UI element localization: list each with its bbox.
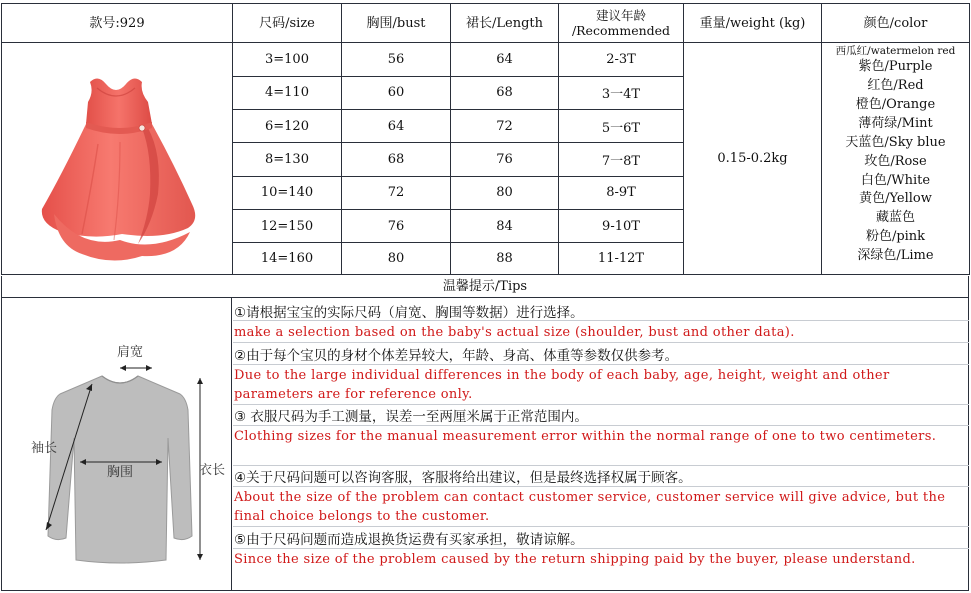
color-list (822, 43, 970, 275)
header-length: 裙长/Length (451, 4, 559, 43)
cell-length: 76 (451, 143, 559, 176)
cell-age: 11-12T (559, 243, 684, 275)
cell-age: 3一4T (559, 76, 684, 109)
tip-1-cn: ①请根据宝宝的实际尺码（肩宽、胸围等数据）进行选择。 (234, 305, 584, 321)
dress-photo-cell (2, 43, 233, 275)
cell-size: 4=110 (233, 76, 342, 109)
cell-length: 84 (451, 210, 559, 243)
cell-length: 80 (451, 176, 559, 209)
size-table (1, 3, 970, 275)
cell-size: 8=130 (233, 143, 342, 176)
color-item: 粉色/pink (865, 229, 926, 245)
header-color: 颜色/color (822, 4, 970, 43)
length-label: 衣长 (198, 463, 226, 478)
tip-4-cn: ④关于尺码问题可以咨询客服，客服将给出建议，但是最终选择权属于顾客。 (234, 470, 692, 486)
table-row (2, 43, 970, 76)
cell-bust: 60 (342, 76, 451, 109)
tip-5-en: Since the size of the problem caused by the return shipping paid by the buyer, please understand. (234, 552, 916, 567)
table-header-row (2, 4, 970, 43)
cell-size: 6=120 (233, 109, 342, 142)
tips-box (1, 297, 969, 591)
tip-5-cn: ⑤由于尺码问题而造成退换货运费有买家承担，敬请谅解。 (234, 532, 584, 548)
color-item: 紫色/Purple (858, 59, 933, 75)
color-item: 薄荷绿/Mint (858, 115, 933, 131)
color-item: 深绿色/Lime (857, 248, 934, 264)
header-style-number: 款号:929 (2, 4, 233, 43)
color-item: 玫色/Rose (864, 153, 927, 169)
measurement-diagram (2, 298, 231, 590)
color-item: 黄色/Yellow (859, 191, 932, 207)
cell-bust: 72 (342, 176, 451, 209)
chest-label: 胸围 (106, 465, 134, 480)
color-item: 橙色/Orange (855, 96, 936, 112)
cell-age: 7一8T (559, 143, 684, 176)
header-recommended-age (559, 4, 684, 43)
cell-bust: 64 (342, 109, 451, 142)
tip-divider (233, 364, 969, 365)
header-weight: 重量/weight (kg) (684, 4, 822, 43)
tip-4-en: About the size of the problem can contact customer service, customer service will give advice, but the final choice belongs to the customer. (234, 490, 946, 524)
dress-image (2, 44, 231, 274)
header-age-line1: 建议年龄 (595, 8, 646, 24)
tip-divider (233, 486, 969, 487)
sleeve-label: 袖长 (30, 441, 58, 456)
cell-size: 3=100 (233, 43, 342, 76)
cell-length: 72 (451, 109, 559, 142)
tip-divider (233, 526, 969, 527)
cell-bust: 68 (342, 143, 451, 176)
cell-bust: 76 (342, 210, 451, 243)
cell-size: 14=160 (233, 243, 342, 275)
color-item: 天蓝色/Sky blue (845, 134, 946, 150)
cell-length: 88 (451, 243, 559, 275)
tip-3-en: Clothing sizes for the manual measurement error within the normal range of one to two centimeters. (234, 429, 937, 444)
cell-bust: 56 (342, 43, 451, 76)
tips-title: 温馨提示/Tips (1, 276, 969, 297)
cell-bust: 80 (342, 243, 451, 275)
weight-value: 0.15-0.2kg (684, 43, 822, 275)
cell-size: 12=150 (233, 210, 342, 243)
cell-age: 9-10T (559, 210, 684, 243)
cell-age: 5一6T (559, 109, 684, 142)
tip-2-cn: ②由于每个宝贝的身材个体差异较大，年龄、身高、体重等参数仅供参考。 (234, 348, 679, 364)
measurement-diagram-cell (2, 298, 232, 590)
color-item: 西瓜红/watermelon red (835, 45, 956, 58)
color-item: 红色/Red (867, 78, 924, 94)
color-item: 白色/White (860, 172, 931, 188)
tip-divider (233, 425, 969, 426)
color-item: 藏蓝色 (875, 210, 915, 226)
cell-length: 64 (451, 43, 559, 76)
tip-3-cn: ③ 衣服尺码为手工测量，误差一至两厘米属于正常范围内。 (234, 409, 588, 425)
tip-1-en: make a selection based on the baby's actual size (shoulder, bust and other data). (234, 325, 795, 340)
cell-age: 8-9T (559, 176, 684, 209)
tip-divider (233, 548, 969, 549)
cell-length: 68 (451, 76, 559, 109)
cell-age: 2-3T (559, 43, 684, 76)
cell-size: 10=140 (233, 176, 342, 209)
tip-divider (233, 342, 969, 343)
header-bust: 胸围/bust (342, 4, 451, 43)
tip-divider (233, 320, 969, 321)
header-age-line2: /Recommended (571, 23, 671, 39)
tip-2-en: Due to the large individual differences in the body of each baby, age, height, weight and other parameters are for reference only. (234, 368, 890, 402)
header-size: 尺码/size (233, 4, 342, 43)
shoulder-label: 肩宽 (116, 345, 144, 360)
